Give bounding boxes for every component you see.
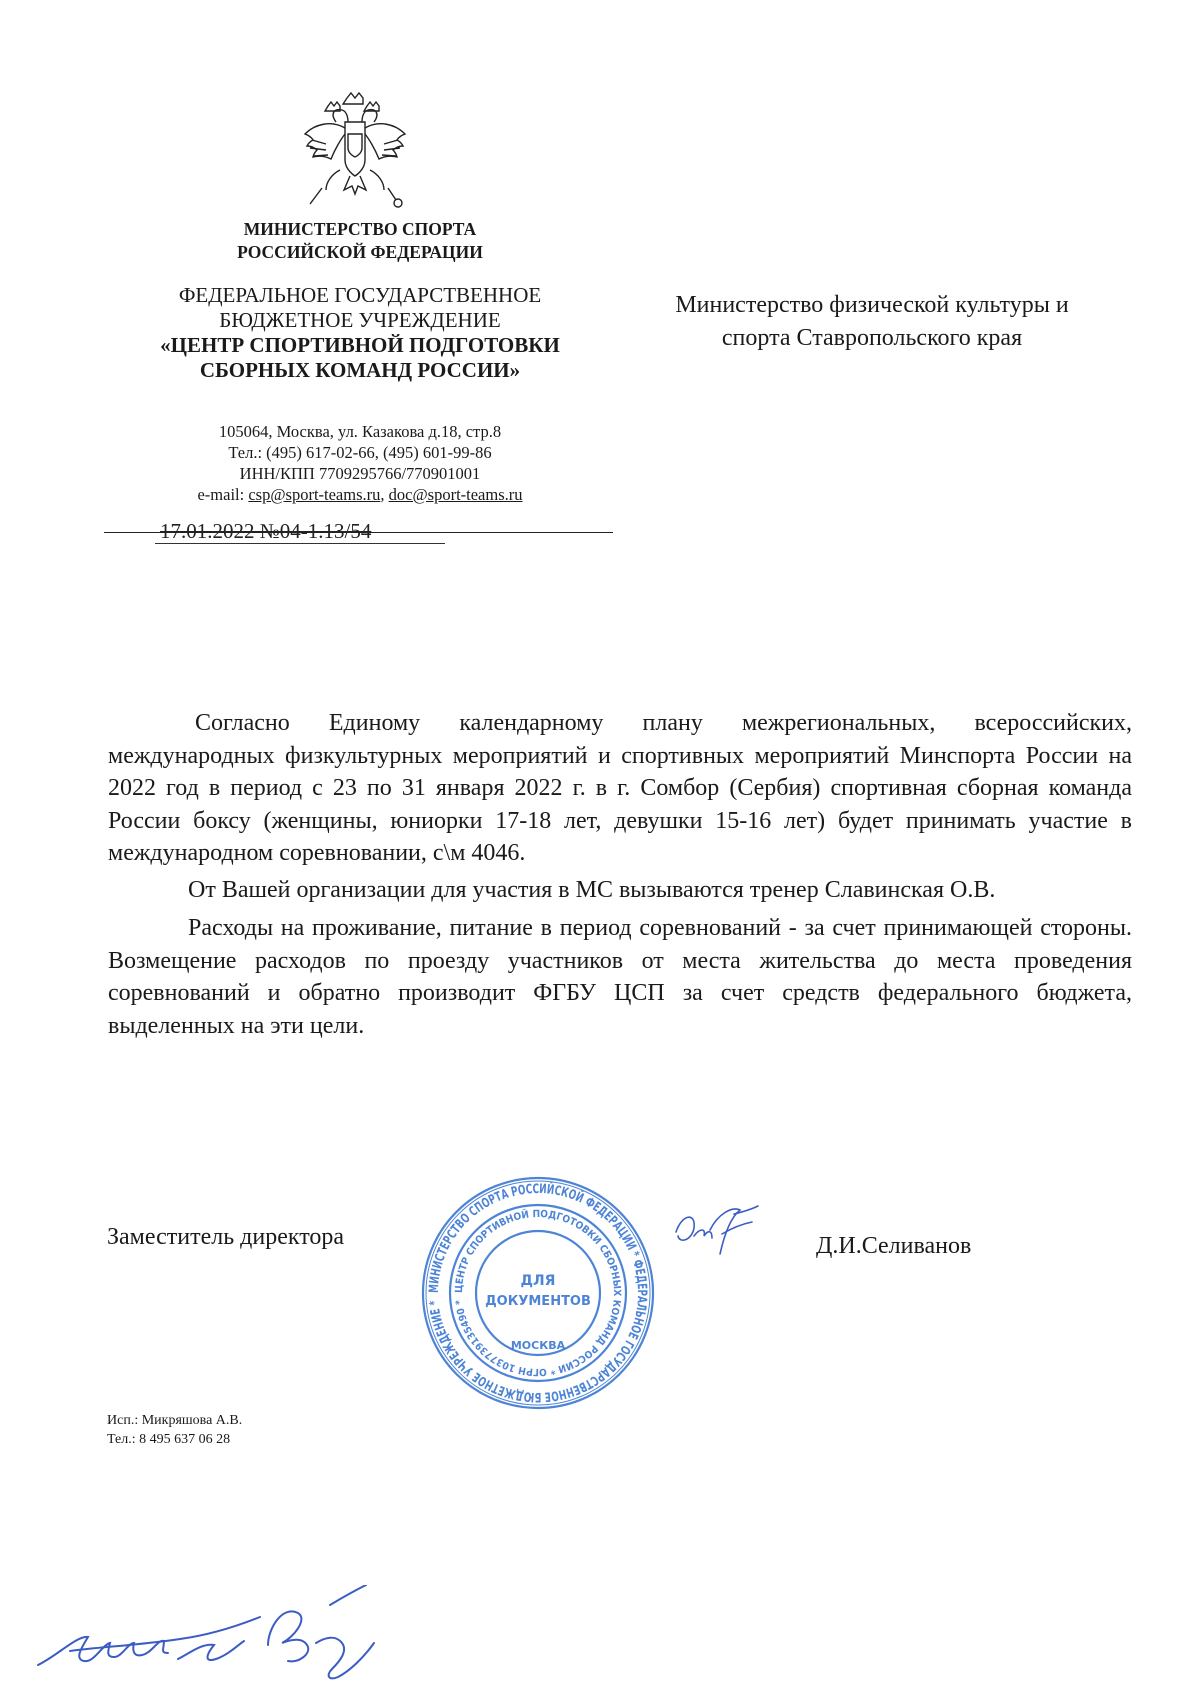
body-paragraph-1: Согласно Единому календарному плану межрегиональных, всероссийских, международных физкультурных мероприятий и спортивных мероприятий Минспорта России на 2022 год в период с 23 по 31 января 2022 г. в г. Сомбор (Сербия) спортивная сборная команда России боксу (женщины, юниорки 17-18 лет, девушки 15-16 лет) будет принимать участие в международном соревновании, с\м 4046. bbox=[108, 710, 1132, 866]
stamp-inner-text: ЦЕНТР СПОРТИВНОЙ ПОДГОТОВКИ СБОРНЫХ КОМАНД РОССИИ * ОГРН 1037739135490 * bbox=[453, 1208, 623, 1378]
executor-phone: Тел.: 8 495 637 06 28 bbox=[107, 1432, 231, 1447]
ministry-line-1: МИНИСТЕРСТВО СПОРТА bbox=[243, 219, 477, 239]
email-label: e-mail: bbox=[197, 485, 249, 504]
org-line-3: «ЦЕНТР СПОРТИВНОЙ ПОДГОТОВКИ bbox=[160, 333, 560, 357]
postal-address: 105064, Москва, ул. Казакова д.18, стр.8 bbox=[218, 422, 502, 441]
official-stamp bbox=[418, 1173, 658, 1413]
stamp-center-line-2: ДОКУМЕНТОВ bbox=[485, 1294, 591, 1309]
email-line bbox=[150, 484, 570, 505]
registration-number: 17.01.2022 №04-1.13/54 bbox=[160, 519, 372, 543]
executor-block bbox=[107, 1411, 242, 1449]
email-link-doc[interactable]: doc@sport-teams.ru bbox=[388, 485, 523, 504]
address-block bbox=[150, 421, 570, 505]
org-line-1: ФЕДЕРАЛЬНОЕ ГОСУДАРСТВЕННОЕ bbox=[178, 283, 542, 307]
body-paragraph-3: Расходы на проживание, питание в период соревнований - за счет принимающей стороны. Возмещение расходов по проезду участников от места жительства до места проведения соревнований и обратно производит ФГБУ ЦСП за счет средств федерального бюджета, выделенных на эти цели. bbox=[108, 915, 1132, 1039]
recipient-line-1: Министерство физической культуры и bbox=[675, 292, 1069, 318]
signatory-title: Заместитель директора bbox=[107, 1224, 345, 1250]
stamp-outer-text: МИНИСТЕРСТВО СПОРТА РОССИЙСКОЙ ФЕДЕРАЦИИ * ФЕДЕРАЛЬНОЕ ГОСУДАРСТВЕННОЕ БЮДЖЕТНОЕ УЧРЕЖДЕНИЕ * bbox=[426, 1181, 650, 1405]
executor-name: Исп.: Микряшова А.В. bbox=[107, 1413, 243, 1428]
ministry-line-2: РОССИЙСКОЙ ФЕДЕРАЦИИ bbox=[237, 242, 483, 262]
letter-body bbox=[108, 707, 1132, 1042]
recipient-line-2: спорта Ставропольского края bbox=[721, 325, 1023, 351]
ministry-block bbox=[155, 218, 565, 264]
inn-kpp: ИНН/КПП 7709295766/770901001 bbox=[239, 464, 481, 483]
email-link-csp[interactable]: csp@sport-teams.ru bbox=[248, 485, 381, 504]
phone-numbers: Тел.: (495) 617-02-66, (495) 601-99-86 bbox=[228, 443, 492, 462]
handwritten-note-icon bbox=[30, 1585, 410, 1680]
org-line-2: БЮДЖЕТНОЕ УЧРЕЖДЕНИЕ bbox=[219, 308, 501, 332]
body-paragraph-2: От Вашей организации для участия в МС вызываются тренер Славинская О.В. bbox=[188, 876, 996, 903]
handwritten-signature-icon bbox=[670, 1200, 770, 1260]
recipient-block bbox=[632, 289, 1112, 355]
stamp-city: МОСКВА bbox=[510, 1339, 566, 1352]
signatory-name: Д.И.Селиванов bbox=[816, 1233, 972, 1259]
email-separator: , bbox=[380, 485, 389, 504]
org-line-4: СБОРНЫХ КОМАНД РОССИИ» bbox=[199, 358, 521, 382]
coat-of-arms-icon bbox=[300, 92, 410, 210]
stamp-center-line-1: ДЛЯ bbox=[520, 1273, 556, 1289]
organization-block bbox=[120, 283, 600, 383]
